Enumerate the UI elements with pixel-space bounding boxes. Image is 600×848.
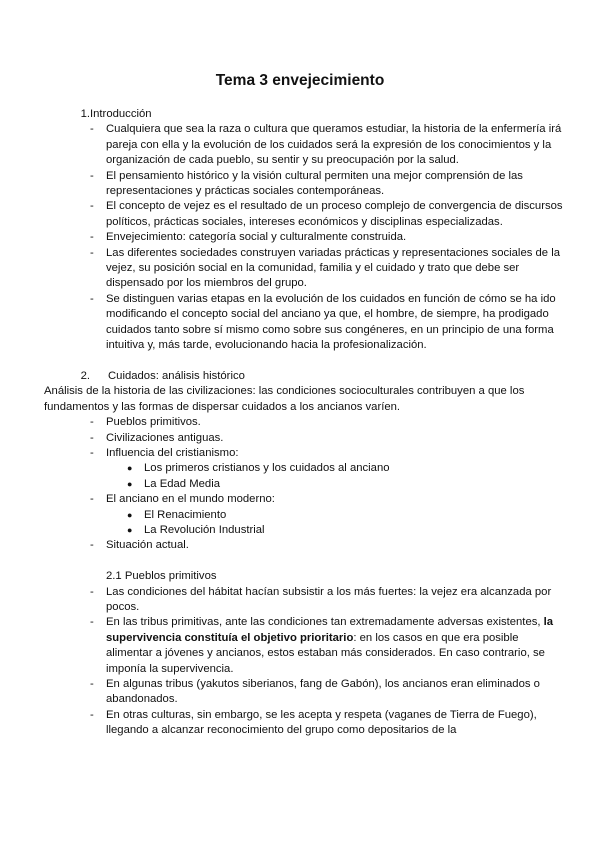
section-intro: Análisis de la historia de las civilizaciones: las condiciones socioculturales contribuyen a que los fundamentos y las formas de dispersar cuidados a los ancianos varíen. bbox=[44, 385, 525, 413]
sub-list-item-text: La Revolución Industrial bbox=[144, 523, 265, 536]
list-item-text: Civilizaciones antiguas. bbox=[106, 431, 224, 444]
sub-list-item-text: Los primeros cristianos y los cuidados al anciano bbox=[144, 462, 390, 475]
subsection-heading: 2.1 Pueblos primitivos bbox=[106, 570, 217, 583]
list-item-text: Pueblos primitivos. bbox=[106, 416, 201, 429]
dash-marker: - bbox=[90, 539, 94, 552]
dash-marker: - bbox=[90, 616, 94, 629]
dash-marker: - bbox=[90, 708, 94, 721]
section-number: 2. bbox=[80, 369, 90, 382]
spacer bbox=[44, 354, 564, 369]
sub-list-item bbox=[44, 523, 564, 538]
list-item bbox=[44, 585, 564, 616]
document-title: Tema 3 envejecimiento bbox=[215, 72, 385, 89]
document-body bbox=[44, 107, 564, 739]
dash-marker: - bbox=[90, 292, 94, 305]
list-item bbox=[44, 446, 564, 461]
sub-list-item-text: La Edad Media bbox=[144, 477, 220, 490]
dash-marker: - bbox=[90, 200, 94, 213]
list-item bbox=[44, 538, 564, 553]
dash-marker: - bbox=[90, 493, 94, 506]
list-item-text: Envejecimiento: categoría social y culturalmente construida. bbox=[106, 231, 407, 244]
section-number: 1. bbox=[80, 108, 90, 120]
bullet-dot: ● bbox=[127, 463, 133, 474]
section-heading-text: Introducción bbox=[90, 108, 152, 120]
list-item bbox=[44, 246, 564, 292]
list-item bbox=[44, 122, 564, 168]
list-item bbox=[44, 431, 564, 446]
dash-marker: - bbox=[90, 123, 94, 136]
bullet-dot: ● bbox=[127, 509, 133, 520]
dash-marker: - bbox=[90, 585, 94, 598]
section-heading-introduccion bbox=[44, 107, 564, 122]
dash-marker: - bbox=[90, 416, 94, 429]
list-item-text: En algunas tribus (yakutos siberianos, fang de Gabón), los ancianos eran eliminados o abandonados. bbox=[106, 678, 540, 706]
dash-marker: - bbox=[90, 231, 94, 244]
list-item-text: Influencia del cristianismo: bbox=[106, 446, 239, 459]
list-item bbox=[44, 615, 564, 677]
dash-marker: - bbox=[90, 446, 94, 459]
list-item bbox=[44, 415, 564, 430]
bullet-dot: ● bbox=[127, 524, 133, 535]
spacer bbox=[44, 554, 564, 569]
sub-list-item bbox=[44, 477, 564, 492]
list-item-text: Se distinguen varias etapas en la evolución de los cuidados en función de cómo se ha ido modificando el concepto social del anciano ya que, el hombre, de siempre, ha prodigado cuidados tanto sobre sí mismo como sobre sus congéneres, en un principio de una forma intuitiva y, más tarde, evolucionando hacia la profesionalización. bbox=[106, 292, 556, 352]
list-item-text: Las diferentes sociedades construyen variadas prácticas y representaciones sociales de la vejez, su posición social en la comunidad, familia y el cuidado y trato que debe ser dispensado por los miembros del grupo. bbox=[106, 246, 561, 290]
emphasis-text: la supervivencia constituía el objetivo prioritario bbox=[106, 616, 554, 644]
sub-list-item bbox=[44, 508, 564, 523]
list-item-text: El pensamiento histórico y la visión cultural permiten una mejor comprensión de las representaciones y prácticas sociales contemporáneas. bbox=[106, 169, 523, 198]
dash-marker: - bbox=[90, 169, 94, 182]
list-item bbox=[44, 230, 564, 245]
list-item bbox=[44, 492, 564, 507]
list-item-text-pre: En las tribus primitivas, ante las condiciones tan extremadamente adversas existentes, bbox=[106, 616, 544, 629]
list-item-text-post: : en los casos en que era posible alimentar a jóvenes y ancianos, estos estaban más considerados. En caso contrario, se imponía la supervivencia. bbox=[106, 631, 545, 675]
list-item bbox=[44, 199, 564, 230]
list-item bbox=[44, 708, 564, 739]
list-item-text: En otras culturas, sin embargo, se les acepta y respeta (vaganes de Tierra de Fuego), llegando a alcanzar reconocimiento del grupo como depositarios de la bbox=[106, 708, 537, 737]
sub-list-item bbox=[44, 461, 564, 476]
list-item bbox=[44, 677, 564, 708]
list-item bbox=[44, 169, 564, 200]
list-item-text: El concepto de vejez es el resultado de un proceso complejo de convergencia de discursos políticos, prácticas sociales, intereses económicos y disciplinas especializadas. bbox=[106, 200, 563, 228]
dash-marker: - bbox=[90, 431, 94, 444]
dash-marker: - bbox=[90, 246, 94, 259]
list-item bbox=[44, 292, 564, 354]
bullet-dot: ● bbox=[127, 478, 133, 489]
list-item-text: Las condiciones del hábitat hacían subsistir a los más fuertes: la vejez era alcanzada por pocos. bbox=[106, 585, 552, 613]
sub-list-item-text: El Renacimiento bbox=[144, 508, 227, 521]
list-item-text: El anciano en el mundo moderno: bbox=[106, 493, 275, 506]
section-heading-cuidados bbox=[44, 369, 564, 384]
list-item-text: Situación actual. bbox=[106, 539, 189, 552]
section-heading-text: Cuidados: análisis histórico bbox=[108, 369, 245, 382]
dash-marker: - bbox=[90, 678, 94, 690]
list-item-text: Cualquiera que sea la raza o cultura que queramos estudiar, la historia de la enfermería irá pareja con ella y la evolución de los cuidados será la expresión de los conocimientos y la organización de cada pueblo, su sentir y su preocupación por la salud. bbox=[106, 123, 562, 167]
